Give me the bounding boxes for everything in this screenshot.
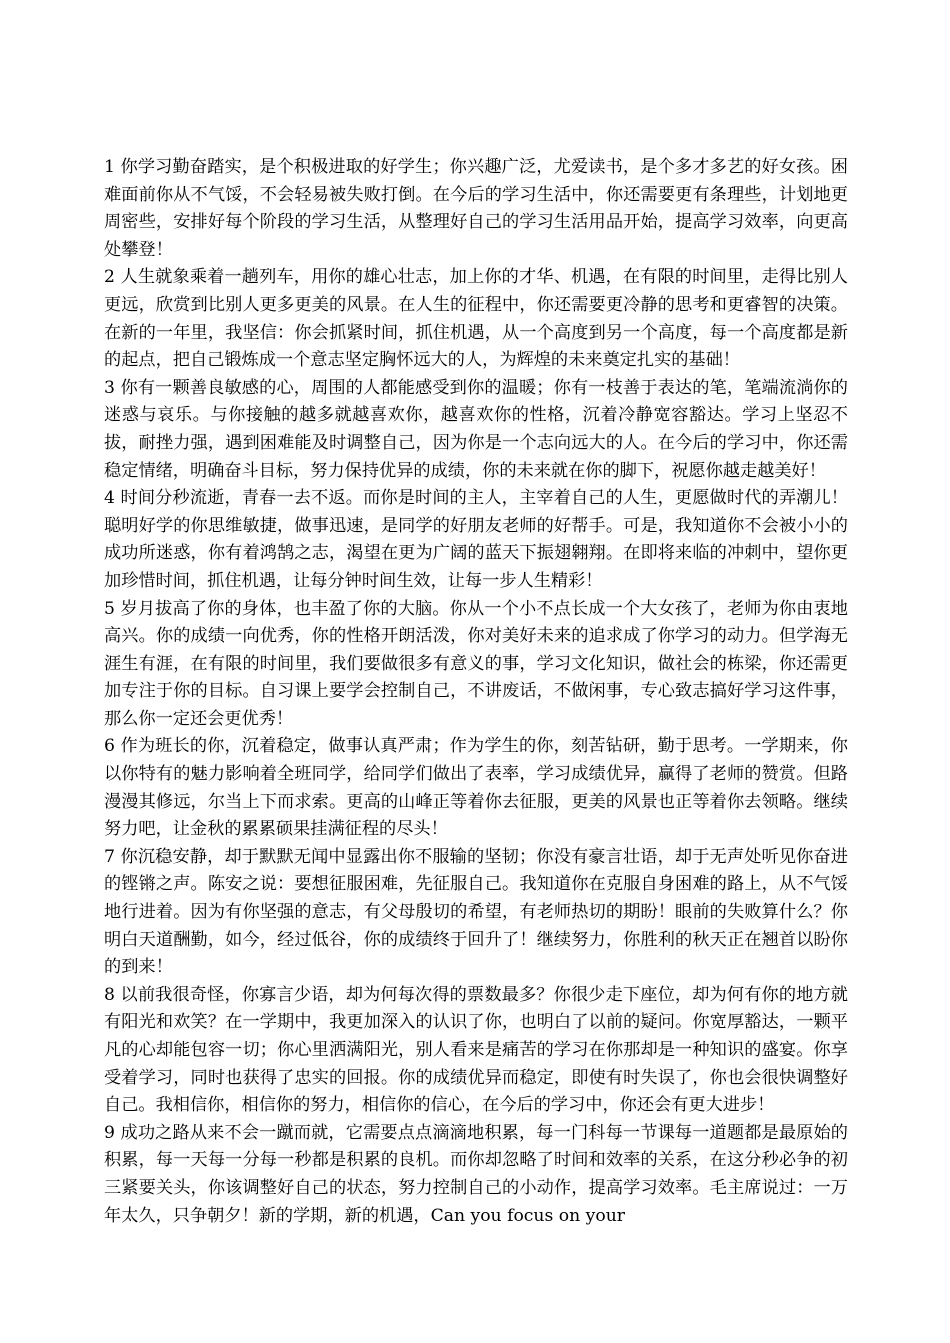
comment-paragraph-3: 3 你有一颗善良敏感的心，周围的人都能感受到你的温暖；你有一枝善于表达的笔，笔端流淌你的迷惑与哀乐。与你接触的越多就越喜欢你，越喜欢你的性格，沉着冷静宽容豁达。学习上坚忍不拔，耐挫力强，遇到困难能及时调整自己，因为你是一个志向远大的人。在今后的学习中，你还需稳定情绪，明确奋斗目标，努力保持优异的成绩，你的未来就在你的脚下，祝愿你越走越美好！ bbox=[104, 377, 848, 481]
comment-paragraph-9: 9 成功之路从来不会一蹴而就，它需要点点滴滴地积累，每一门科每一节课每一道题都是最原始的积累，每一天每一分每一秒都是积累的良机。而你却忽略了时间和效率的关系，在这分秒必争的初三紧要关头，你该调整好自己的状态，努力控制自己的小动作，提高学习效率。毛主席说过：一万年太久，只争朝夕！新的学期，新的机遇，Can you focus on your bbox=[104, 1122, 848, 1226]
comment-paragraph-8: 8 以前我很奇怪，你寡言少语，却为何每次得的票数最多？你很少走下座位，却为何有你的地方就有阳光和欢笑？在一学期中，我更加深入的认识了你，也明白了以前的疑问。你宽厚豁达，一颗平凡的心却能包容一切；你心里洒满阳光，别人看来是痛苦的学习在你那却是一种知识的盛宴。你享受着学习，同时也获得了忠实的回报。你的成绩优异而稳定，即使有时失误了，你也会很快调整好自己。我相信你，相信你的努力，相信你的信心，在今后的学习中，你还会有更大进步！ bbox=[104, 984, 848, 1116]
comment-paragraph-6: 6 作为班长的你，沉着稳定，做事认真严肃；作为学生的你，刻苦钻研，勤于思考。一学期来，你以你特有的魅力影响着全班同学，给同学们做出了表率，学习成绩优异，赢得了老师的赞赏。但路漫漫其修远，尔当上下而求索。更高的山峰正等着你去征服，更美的风景也正等着你去领略。继续努力吧，让金秋的累累硕果挂满征程的尽头！ bbox=[104, 736, 848, 840]
comment-paragraph-1: 1 你学习勤奋踏实，是个积极进取的好学生；你兴趣广泛，尤爱读书，是个多才多艺的好女孩。困难面前你从不气馁，不会轻易被失败打倒。在今后的学习生活中，你还需要更有条理些，计划地更周密些，安排好每个阶段的学习生活，从整理好自己的学习生活用品开始，提高学习效率，向更高处攀登！ bbox=[104, 157, 848, 260]
comment-paragraph-7: 7 你沉稳安静，却于默默无闻中显露出你不服输的坚韧；你没有豪言壮语，却于无声处听见你奋进的铿锵之声。陈安之说：要想征服困难，先征服自己。我知道你在克服自身困难的路上，从不气馁地行进着。因为有你坚强的意志，有父母殷切的希望，有老师热切的期盼！眼前的失败算什么？你明白天道酬勤，如今，经过低谷，你的成绩终于回升了！继续努力，你胜利的秋天正在翘首以盼你的到来！ bbox=[104, 846, 848, 978]
comment-paragraph-2: 2 人生就象乘着一趟列车，用你的雄心壮志，加上你的才华、机遇，在有限的时间里，走得比别人更远，欣赏到比别人更多更美的风景。在人生的征程中，你还需要更冷静的思考和更睿智的决策。在新的一年里，我坚信：你会抓紧时间，抓住机遇，从一个高度到另一个高度，每一个高度都是新的起点，把自己锻炼成一个意志坚定胸怀远大的人，为辉煌的未来奠定扎实的基础！ bbox=[104, 267, 848, 371]
comment-paragraph-5: 5 岁月拔高了你的身体，也丰盈了你的大脑。你从一个小不点长成一个大女孩了，老师为你由衷地高兴。你的成绩一向优秀，你的性格开朗活泼，你对美好未来的追求成了你学习的动力。但学海无涯生有涯，在有限的时间里，我们要做很多有意义的事，学习文化知识，做社会的栋梁，你还需更加专注于你的目标。自习课上要学会控制自己，不讲废话，不做闲事，专心致志搞好学习这件事，那么你一定还会更优秀！ bbox=[104, 598, 848, 729]
comment-paragraph-4: 4 时间分秒流逝，青春一去不返。而你是时间的主人，主宰着自己的人生，更愿做时代的弄潮儿！聪明好学的你思维敏捷，做事迅速，是同学的好朋友老师的好帮手。可是，我知道你不会被小小的成功所迷惑，你有着鸿鹄之志，渴望在更为广阔的蓝天下振翅翱翔。在即将来临的冲刺中，望你更加珍惜时间，抓住机遇，让每分钟时间生效，让每一步人生精彩！ bbox=[104, 488, 848, 591]
document-body bbox=[104, 154, 848, 1230]
